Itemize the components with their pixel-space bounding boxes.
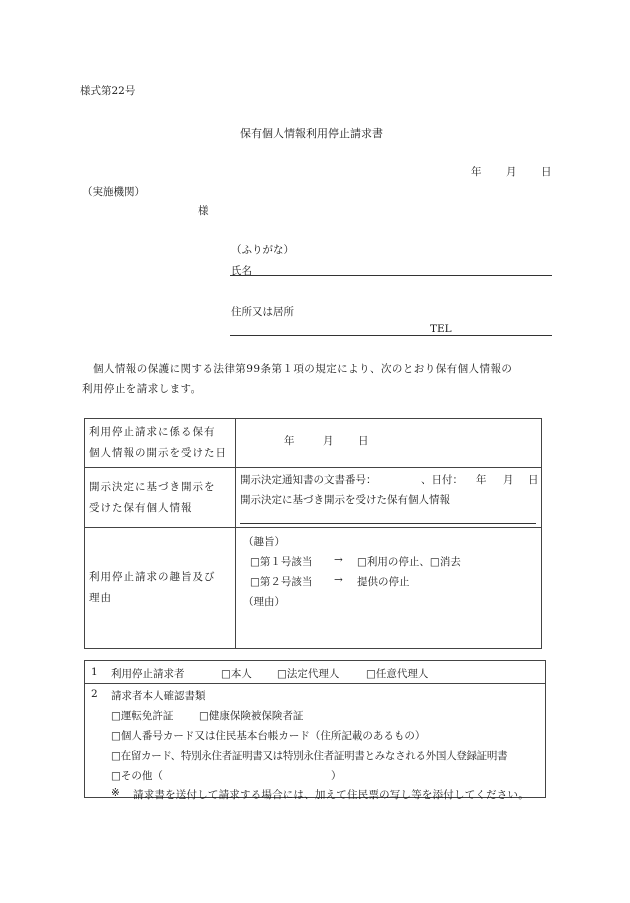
suspend-erase-checkboxes[interactable]: □利用の停止、□消去 (357, 556, 461, 568)
requester-legal-agent-checkbox[interactable]: □法定代理人 (277, 668, 340, 680)
requester-self-checkbox[interactable]: □本人 (221, 668, 252, 680)
disclosed-info-underline (240, 523, 536, 524)
purpose-label-cell (85, 528, 236, 649)
note-mark: ※ (111, 787, 120, 799)
form-number: 様式第22号 (80, 85, 136, 97)
requester-voluntary-agent-checkbox[interactable]: □任意代理人 (366, 668, 429, 680)
id-documents-label: 請求者本人確認書類 (111, 690, 206, 702)
disclosure-date-field[interactable] (236, 419, 542, 468)
address-field[interactable] (230, 335, 552, 336)
item2-checkbox[interactable]: □第２号該当 (250, 576, 313, 588)
disclosed-info-field[interactable] (236, 468, 542, 528)
health-insurance-checkbox[interactable]: □健康保険被保険者証 (199, 710, 304, 722)
requester-box-divider (85, 683, 545, 684)
intro-line-1: 個人情報の保護に関する法律第99条第１項の規定により、次のとおり保有個人情報の (82, 363, 513, 375)
item1-number: 1 (91, 666, 98, 678)
disclosed-info-label-cell (85, 468, 236, 528)
disclosure-year-label: 年 (284, 435, 295, 447)
item2-arrow: → (334, 574, 343, 586)
page-title: 保有個人情報利用停止請求書 (240, 127, 383, 140)
purpose-heading: （趣旨） (243, 536, 285, 548)
item1-arrow: → (334, 554, 343, 566)
other-checkbox[interactable]: □その他（ (111, 770, 163, 782)
disclosure-month-label: 月 (323, 435, 334, 447)
intro-line-2: 利用停止を請求します。 (82, 383, 202, 395)
mail-note: 請求書を送付して請求する場合には、加えて住民票の写し等を添付してください。 (133, 789, 529, 801)
disclosure-day-label: 日 (358, 435, 369, 447)
date-month-label: 月 (506, 166, 517, 178)
disclosure-date-label-2: 個人情報の開示を受けた日 (89, 447, 227, 459)
tel-label: TEL (430, 323, 452, 335)
other-close-paren: ） (331, 770, 342, 782)
requester-box (84, 660, 546, 801)
disclosure-date-label-cell (85, 419, 236, 468)
name-field[interactable] (230, 275, 552, 276)
mynumber-card-checkbox[interactable]: □個人番号カード又は住民基本台帳カード（住所記載のあるもの） (111, 730, 426, 742)
purpose-field[interactable] (236, 528, 542, 649)
reason-heading: （理由） (243, 596, 285, 608)
date-day-label: 日 (541, 166, 552, 178)
doc-number-label: 開示決定通知書の文書番号： (240, 474, 377, 486)
request-table (84, 418, 542, 649)
notice-date-label: 、日付： (421, 474, 463, 486)
notice-day-label: 日 (528, 474, 539, 486)
date-year-label: 年 (471, 166, 482, 178)
address-label: 住所又は居所 (231, 306, 294, 318)
agency-honorific: 様 (198, 205, 209, 217)
disclosure-date-label-1: 利用停止請求に係る保有 (89, 426, 216, 438)
residence-card-checkbox[interactable]: □在留カード、特別永住者証明書又は特別永住者証明書とみなされる外国人登録証明書 (111, 750, 508, 762)
disclosed-info-label-1: 開示決定に基づき開示を (89, 480, 216, 493)
notice-month-label: 月 (503, 474, 514, 486)
disclosed-info-sublabel: 開示決定に基づき開示を受けた保有個人情報 (240, 494, 450, 506)
drivers-license-checkbox[interactable]: □運転免許証 (111, 710, 174, 722)
purpose-label-1: 利用停止請求の趣旨及び (89, 571, 216, 583)
item2-number: 2 (91, 688, 98, 700)
notice-year-label: 年 (476, 474, 487, 486)
name-label: 氏名 (231, 265, 252, 277)
stop-provision-label: 提供の停止 (357, 576, 410, 588)
item1-checkbox[interactable]: □第１号該当 (250, 556, 313, 568)
purpose-label-2: 理由 (89, 592, 112, 604)
requester-type-label: 利用停止請求者 (111, 668, 185, 680)
agency-label: （実施機関） (82, 186, 145, 198)
disclosed-info-label-2: 受けた保有個人情報 (89, 501, 193, 514)
furigana-label: （ふりがな） (231, 244, 294, 256)
